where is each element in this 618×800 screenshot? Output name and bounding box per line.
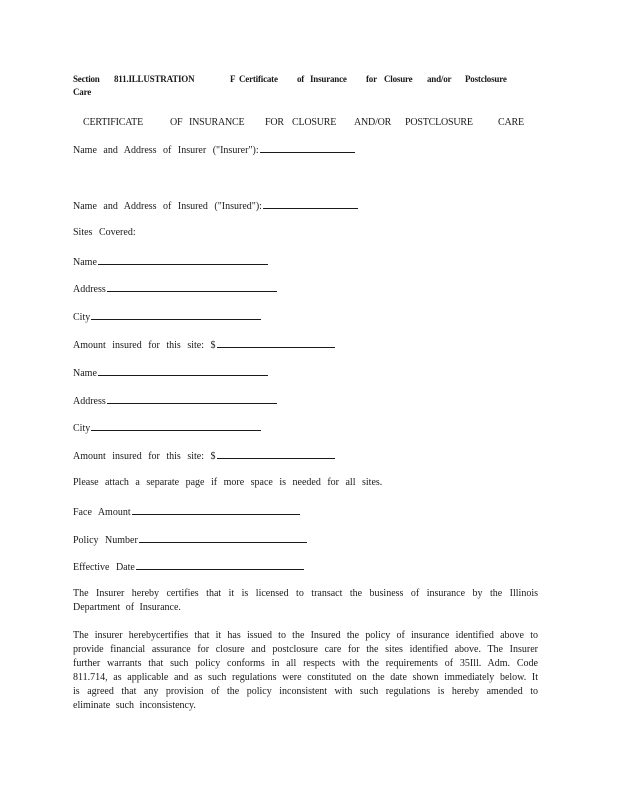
site2-amount-blank[interactable] bbox=[217, 449, 335, 459]
policy-number-field bbox=[73, 533, 307, 546]
attach-note-text: Please attach a separate page if more space is needed for all sites. bbox=[73, 477, 383, 488]
title-word-postclosure: POSTCLOSURE bbox=[405, 117, 473, 128]
effective-date-field bbox=[73, 560, 304, 573]
insured-blank[interactable] bbox=[263, 199, 358, 209]
header-word-andor: and/or bbox=[427, 74, 452, 84]
site2-address-blank[interactable] bbox=[107, 394, 277, 404]
site1-address-field bbox=[73, 282, 277, 295]
site2-address-field bbox=[73, 394, 277, 407]
site1-amount-label: Amount insured for this site: $ bbox=[73, 340, 216, 351]
title-word-of: OF bbox=[170, 117, 183, 128]
site2-city-label: City bbox=[73, 423, 91, 434]
header-word-certificate: Certificate bbox=[239, 74, 278, 84]
site1-amount-blank[interactable] bbox=[217, 338, 335, 348]
sites-covered-heading bbox=[73, 227, 136, 238]
site2-address-label: Address bbox=[73, 396, 106, 407]
policy-number-blank[interactable] bbox=[139, 533, 307, 543]
face-amount-field bbox=[73, 505, 300, 518]
site2-name-label: Name bbox=[73, 368, 97, 379]
header-number: 811.ILLUSTRATION bbox=[114, 74, 195, 84]
site2-city-blank[interactable] bbox=[91, 421, 261, 431]
title-word-certificate: CERTIFICATE bbox=[83, 117, 143, 128]
site1-city-blank[interactable] bbox=[91, 310, 261, 320]
policy-number-label: Policy Number bbox=[73, 535, 138, 546]
site2-amount-label: Amount insured for this site: $ bbox=[73, 451, 216, 462]
face-amount-blank[interactable] bbox=[132, 505, 300, 515]
header-word-for: for bbox=[366, 74, 377, 84]
header-section: Section bbox=[73, 74, 100, 84]
title-word-closure: CLOSURE bbox=[292, 117, 337, 128]
header-letter: F bbox=[230, 74, 236, 84]
insurer-field bbox=[73, 143, 355, 156]
site1-address-blank[interactable] bbox=[107, 282, 277, 292]
insured-field bbox=[73, 199, 358, 212]
section-header bbox=[73, 74, 543, 100]
insurer-blank[interactable] bbox=[260, 143, 355, 153]
licensing-paragraph: The Insurer hereby certifies that it is licensed to transact the business of insurance by the Illinois Department of Insurance. bbox=[73, 588, 538, 613]
title-word-care: CARE bbox=[498, 117, 524, 128]
face-amount-label: Face Amount bbox=[73, 507, 131, 518]
header-word-of: of bbox=[297, 74, 305, 84]
site1-name-label: Name bbox=[73, 257, 97, 268]
header-word-care: Care bbox=[73, 87, 92, 97]
site2-name-field bbox=[73, 366, 268, 379]
site1-name-blank[interactable] bbox=[98, 255, 268, 265]
header-word-postclosure: Postclosure bbox=[465, 74, 507, 84]
sites-covered-label: Sites Covered: bbox=[73, 227, 136, 238]
header-word-insurance: Insurance bbox=[310, 74, 347, 84]
effective-date-blank[interactable] bbox=[136, 560, 304, 570]
insurer-label: Name and Address of Insurer ("Insurer"): bbox=[73, 145, 259, 156]
site2-city-field bbox=[73, 421, 261, 434]
site1-city-label: City bbox=[73, 312, 91, 323]
site2-amount-field bbox=[73, 449, 335, 462]
certification-paragraph: The insurer herebycertifies that it has issued to the Insured the policy of insurance identified above to provide financial assurance for closure and postclosure care for the sites identified above. The Insurer further warrants that such policy conforms in all respects with the requirements of 35Ill. Adm. Code 811.714, as applicable and as such regulations were constituted on the date shown immediately below. It is agreed that any provision of the policy inconsistent with such regulations is hereby amended to eliminate such inconsistency. bbox=[73, 630, 538, 711]
site1-amount-field bbox=[73, 338, 335, 351]
form-title bbox=[83, 117, 523, 131]
site2-name-blank[interactable] bbox=[98, 366, 268, 376]
attach-note bbox=[73, 477, 382, 488]
header-word-closure: Closure bbox=[384, 74, 413, 84]
title-word-for: FOR bbox=[265, 117, 284, 128]
site1-address-label: Address bbox=[73, 284, 106, 295]
site1-city-field bbox=[73, 310, 261, 323]
site1-name-field bbox=[73, 255, 268, 268]
effective-date-label: Effective Date bbox=[73, 562, 135, 573]
insured-label: Name and Address of Insured ("Insured"): bbox=[73, 201, 262, 212]
title-word-andor: AND/OR bbox=[354, 117, 392, 128]
title-word-insurance: INSURANCE bbox=[189, 117, 245, 128]
